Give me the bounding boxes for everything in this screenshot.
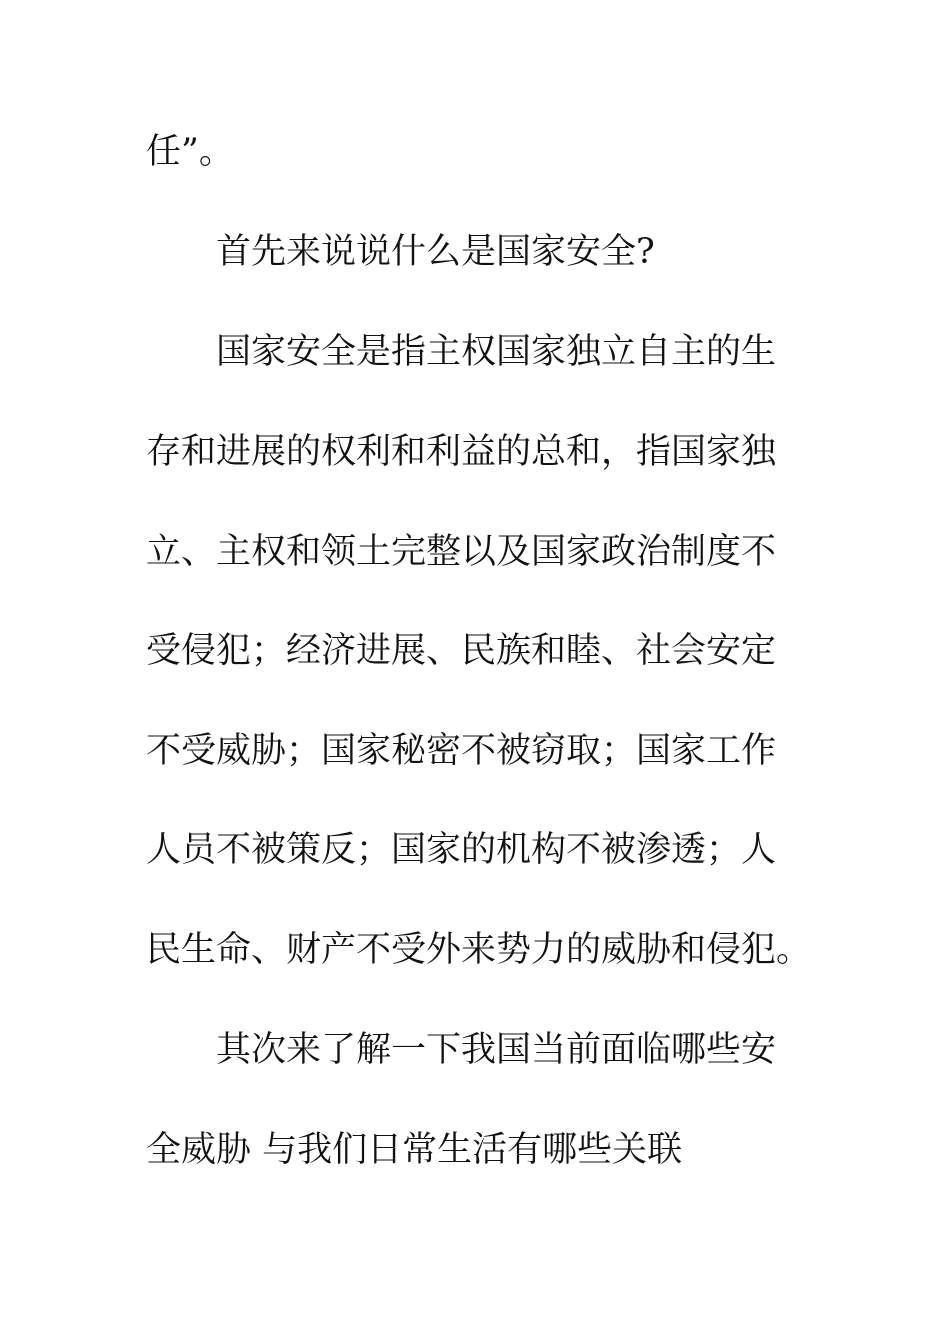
text-line-6: 受侵犯；经济进展、民族和睦、社会安定 [146, 631, 777, 671]
text-line-7: 不受威胁；国家秘密不被窃取；国家工作 [146, 731, 777, 771]
text-line-3: 国家安全是指主权国家独立自主的生 [216, 332, 777, 372]
text-line-11: 全威胁 与我们日常生活有哪些关联 [146, 1130, 683, 1170]
text-line-4: 存和进展的权利和利益的总和，指国家独 [146, 432, 777, 472]
text-line-5: 立、主权和领土完整以及国家政治制度不 [146, 532, 777, 572]
text-line-2: 首先来说说什么是国家安全? [216, 232, 655, 272]
text-line-10: 其次来了解一下我国当前面临哪些安 [216, 1030, 777, 1070]
text-line-9: 民生命、财产不受外来势力的威胁和侵犯。 [146, 930, 812, 970]
text-line-1: 任”。 [146, 132, 234, 172]
text-line-8: 人员不被策反；国家的机构不被渗透；人 [146, 830, 777, 870]
